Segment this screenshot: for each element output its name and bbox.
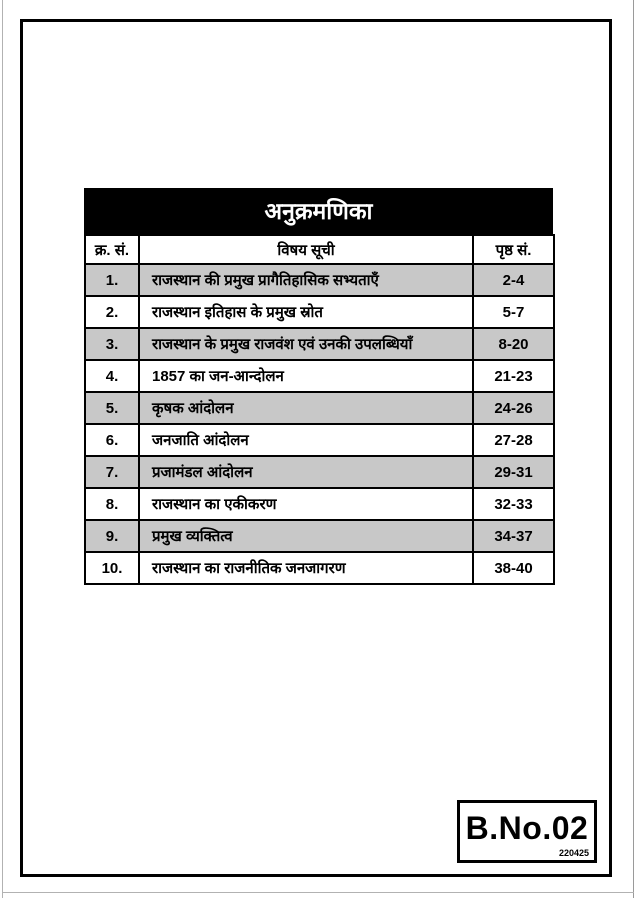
book-number: B.No.02 [465, 810, 589, 846]
table-row [85, 520, 554, 552]
column-header-pages: पृष्ठ सं. [473, 235, 554, 264]
toc-title: अनुक्रमणिका [84, 188, 553, 234]
cell-pages: 2-4 [473, 264, 554, 296]
cell-sno: 3. [85, 328, 139, 360]
page-edge-right [633, 0, 634, 898]
toc-section [84, 188, 553, 585]
table-row [85, 456, 554, 488]
cell-sno: 4. [85, 360, 139, 392]
cell-subject: राजस्थान इतिहास के प्रमुख स्रोत [139, 296, 473, 328]
cell-subject: जनजाति आंदोलन [139, 424, 473, 456]
cell-pages: 24-26 [473, 392, 554, 424]
cell-sno: 10. [85, 552, 139, 584]
table-row [85, 328, 554, 360]
cell-sno: 5. [85, 392, 139, 424]
cell-subject: राजस्थान का एकीकरण [139, 488, 473, 520]
cell-subject: प्रजामंडल आंदोलन [139, 456, 473, 488]
cell-subject: प्रमुख व्यक्तित्व [139, 520, 473, 552]
table-row [85, 552, 554, 584]
toc-header-row [85, 235, 554, 264]
table-row [85, 488, 554, 520]
cell-pages: 34-37 [473, 520, 554, 552]
table-row [85, 392, 554, 424]
cell-pages: 32-33 [473, 488, 554, 520]
cell-sno: 6. [85, 424, 139, 456]
table-row [85, 264, 554, 296]
cell-pages: 8-20 [473, 328, 554, 360]
book-code: 220425 [558, 848, 589, 858]
cell-pages: 21-23 [473, 360, 554, 392]
cell-subject: राजस्थान का राजनीतिक जनजागरण [139, 552, 473, 584]
cell-sno: 9. [85, 520, 139, 552]
table-row [85, 360, 554, 392]
toc-table-body [85, 264, 554, 584]
page-edge-left [2, 0, 3, 898]
cell-sno: 1. [85, 264, 139, 296]
cell-sno: 8. [85, 488, 139, 520]
column-header-subject: विषय सूची [139, 235, 473, 264]
cell-subject: राजस्थान के प्रमुख राजवंश एवं उनकी उपलब्धियाँ [139, 328, 473, 360]
cell-subject: कृषक आंदोलन [139, 392, 473, 424]
toc-table [84, 234, 555, 585]
cell-pages: 29-31 [473, 456, 554, 488]
cell-pages: 5-7 [473, 296, 554, 328]
table-row [85, 296, 554, 328]
cell-pages: 27-28 [473, 424, 554, 456]
book-number-box [457, 800, 597, 863]
cell-subject: 1857 का जन-आन्दोलन [139, 360, 473, 392]
table-row [85, 424, 554, 456]
cell-sno: 2. [85, 296, 139, 328]
cell-subject: राजस्थान की प्रमुख प्रागैतिहासिक सभ्यताएँ [139, 264, 473, 296]
cell-sno: 7. [85, 456, 139, 488]
page-edge-bottom [2, 892, 634, 893]
cell-pages: 38-40 [473, 552, 554, 584]
column-header-sno: क्र. सं. [85, 235, 139, 264]
